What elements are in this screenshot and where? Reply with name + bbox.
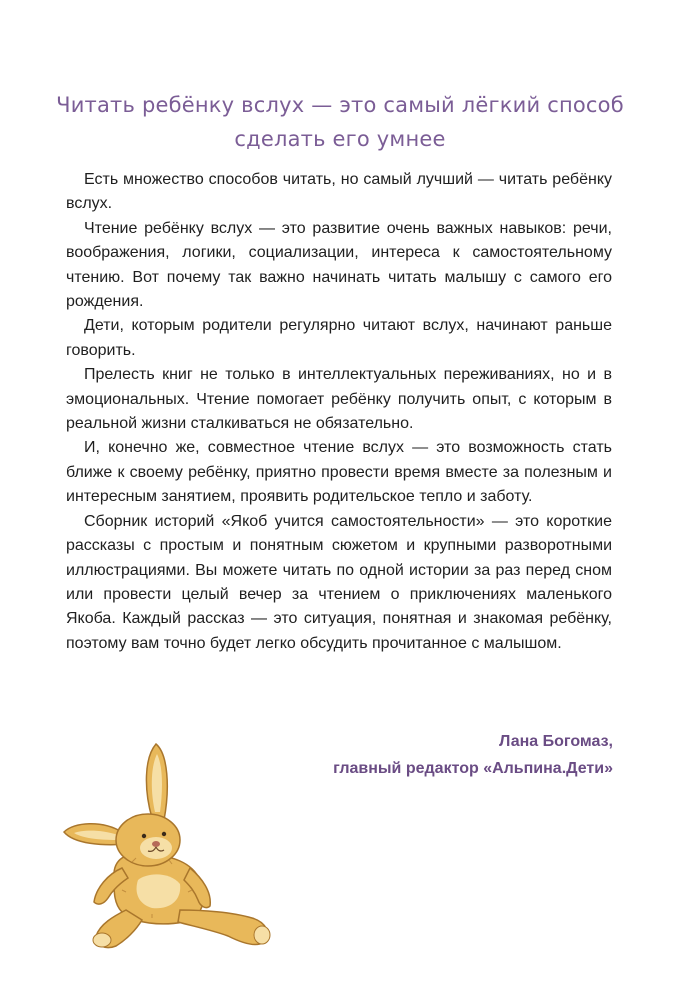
paragraph: Чтение ребёнку вслух — это развитие очень важных навыков: речи, воображения, логики, социализации, интереса к самостоятельному чтению. Вот почему так важно начинать читать малышу с самого его рождения. [66, 219, 612, 311]
signature [333, 728, 613, 782]
signature-role: главный редактор «Альпина.Дети» [333, 760, 613, 777]
body-text [66, 168, 612, 656]
bunny-eye [142, 834, 146, 838]
paragraph: И, конечно же, совместное чтение вслух — это возможность стать ближе к своему ребёнку, приятно провести время вместе за полезным и интересным занятием, проявить родительское тепло и заботу. [66, 439, 612, 506]
paragraph: Есть множество способов читать, но самый лучший — читать ребёнку вслух. [66, 171, 612, 213]
bunny-nose [152, 841, 160, 847]
paragraph: Сборник историй «Якоб учится самостоятельности» — это короткие рассказы с простым и понятным сюжетом и крупными разворотными иллюстрациями. Вы можете читать по одной истории за раз перед сном или провести целый вечер за чтением о приключениях маленького Якоба. Каждый рассказ — это ситуация, понятная и знакомая ребёнку, поэтому вам точно будет легко обсудить прочитанное с малышом. [66, 512, 612, 652]
page-headline [40, 88, 640, 156]
bunny-right-leg [178, 910, 268, 944]
headline-line-2: сделать его умнее [234, 127, 446, 151]
paragraph: Дети, которым родители регулярно читают вслух, начинают раньше говорить. [66, 317, 612, 359]
signature-name: Лана Богомаз, [499, 733, 613, 750]
bunny-illustration [52, 740, 292, 955]
bunny-eye [162, 832, 166, 836]
paragraph: Прелесть книг не только в интеллектуальных переживаниях, но и в эмоциональных. Чтение помогает ребёнку получить опыт, с которым в реальной жизни сталкиваться не обязательно. [66, 366, 612, 433]
headline-line-1: Читать ребёнку вслух — это самый лёгкий способ [56, 93, 624, 117]
